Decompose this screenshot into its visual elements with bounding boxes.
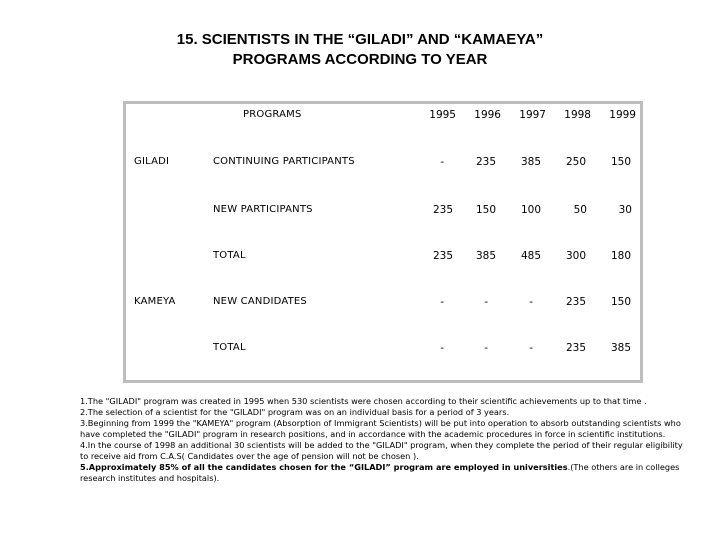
- footnote-rest: .(The others are in colleges research institutes and hospitals).: [80, 462, 680, 483]
- year-header: 1996: [474, 109, 501, 121]
- year-header: 1999: [609, 109, 636, 121]
- table-cell: -: [484, 296, 488, 308]
- title-line-1: 15. SCIENTISTS IN THE “GILADI” AND “KAMAEYA”: [176, 31, 544, 48]
- table-cell: 150: [610, 296, 631, 308]
- row-label: TOTAL: [213, 250, 246, 261]
- footnote-emphasis: 5.Approximately 85% of all the candidates chosen for the “GILADI” program are employed in universities: [80, 462, 568, 472]
- title-line-2: PROGRAMS ACCORDING TO YEAR: [232, 51, 488, 68]
- table-cell: 300: [565, 250, 586, 262]
- row-label: CONTINUING PARTICIPANTS: [213, 156, 355, 167]
- table-cell: 180: [610, 250, 631, 262]
- year-header: 1995: [429, 109, 456, 121]
- group-name-giladi: GILADI: [134, 156, 170, 167]
- page-title: [0, 30, 720, 70]
- table-cell: 235: [565, 342, 586, 354]
- table-cell: 385: [520, 156, 541, 168]
- table-cell: 235: [565, 296, 586, 308]
- row-label: TOTAL: [213, 342, 246, 353]
- table-cell: 150: [610, 156, 631, 168]
- table-cell: -: [440, 156, 444, 168]
- group-name-kameya: KAMEYA: [134, 296, 176, 307]
- table-cell: -: [529, 342, 533, 354]
- table-cell: -: [484, 342, 488, 354]
- table-cell: 485: [520, 250, 541, 262]
- table-cell: 50: [573, 204, 587, 216]
- table-cell: 235: [475, 156, 496, 168]
- table-cell: 250: [565, 156, 586, 168]
- table-cell: 100: [520, 204, 541, 216]
- table-cell: 385: [610, 342, 631, 354]
- programs-header: PROGRAMS: [243, 109, 302, 120]
- table-cell: 235: [432, 204, 453, 216]
- footnotes: [80, 396, 685, 484]
- table-cell: -: [440, 296, 444, 308]
- table-cell: -: [529, 296, 533, 308]
- footnote: [80, 462, 685, 484]
- table-cell: 150: [475, 204, 496, 216]
- row-label: NEW CANDIDATES: [213, 296, 307, 307]
- table-cell: -: [440, 342, 444, 354]
- footnote: 4.In the course of 1998 an additional 30 scientists will be added to the "GILADI" program, when they complete the period of their regular eligibility to receive aid from C.A.S( Candidates over the age of pension will not be chosen ).: [80, 440, 683, 461]
- year-header: 1998: [564, 109, 591, 121]
- programs-table: [123, 101, 643, 383]
- table-cell: 235: [432, 250, 453, 262]
- row-label: NEW PARTICIPANTS: [213, 204, 313, 215]
- footnote: 2.The selection of a scientist for the "GILADI" program was on an individual basis for a period of 3 years.: [80, 407, 510, 417]
- table-cell: 30: [618, 204, 632, 216]
- footnote: 3.Beginning from 1999 the "KAMEYA" program (Absorption of Immigrant Scientists) will be put into operation to absorb outstanding scientists who have completed the "GILADI" program in research positions, and in accordance with the academic procedures in force in scientific institutions.: [80, 418, 681, 439]
- year-header: 1997: [519, 109, 546, 121]
- footnote: 1.The "GILADI" program was created in 1995 when 530 scientists were chosen according to their scientific achievements up to that time .: [80, 396, 647, 406]
- table-cell: 385: [475, 250, 496, 262]
